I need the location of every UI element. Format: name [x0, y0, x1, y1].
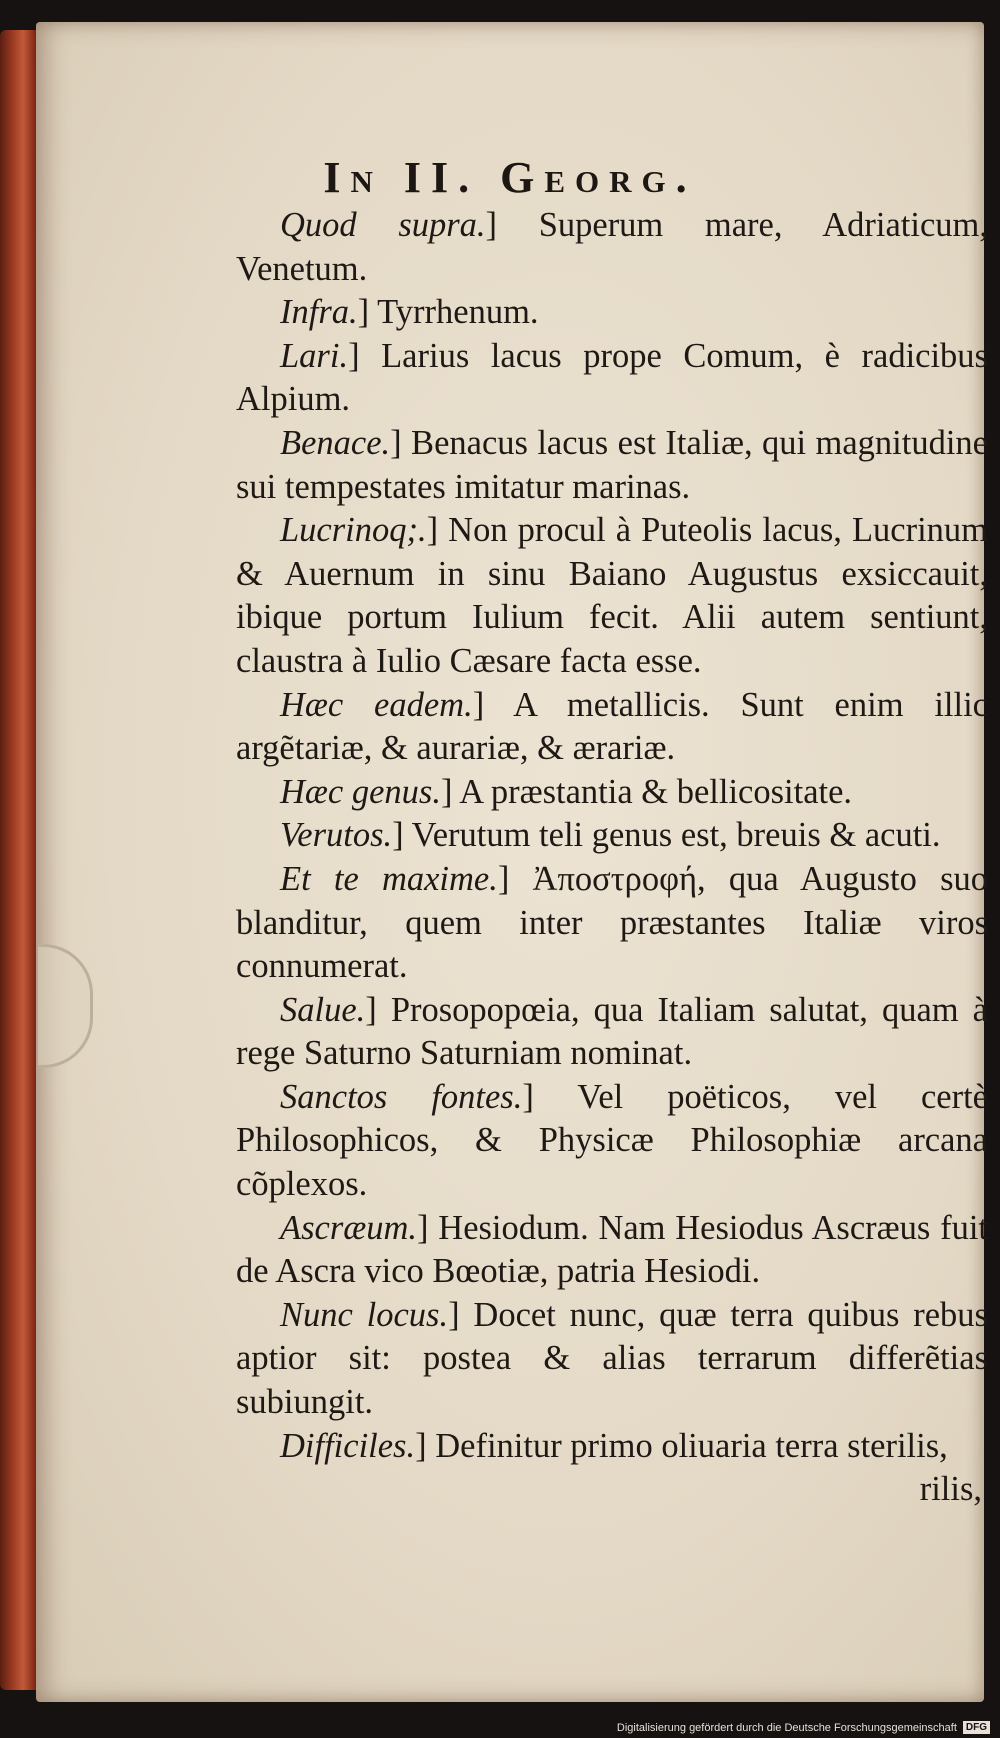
commentary-entry [236, 771, 988, 815]
commentary-text [236, 204, 988, 1512]
gloss: ] Definitur primo oliuaria terra sterilis, [415, 1426, 948, 1465]
commentary-entry [236, 1076, 988, 1207]
gloss: ] Docet nunc, quæ terra quibus rebus aptior sit: postea & alias terrarum differẽtias subiungit. [236, 1295, 988, 1422]
gloss: ] Vel poëticos, vel certè Philosophicos, & Physicæ Philosophiæ arcana cõplexos. [236, 1077, 988, 1204]
lemma: Et te maxime. [280, 859, 498, 898]
gloss: ] Ἀποστροφή, qua Augusto suo blanditur, quem inter præstantes Italiæ viros connumerat. [236, 859, 988, 986]
lemma: Ascræum. [280, 1208, 418, 1247]
book-page [36, 22, 988, 1702]
lemma: Verutos. [280, 816, 393, 855]
lemma: Quod supra. [280, 206, 486, 244]
commentary-entry [236, 1425, 988, 1469]
credit-text: Digitalisierung gefördert durch die Deutsche Forschungsgemeinschaft [616, 1721, 957, 1734]
lemma: Benace. [280, 423, 391, 462]
commentary-entry [236, 335, 988, 422]
commentary-entry [236, 989, 988, 1076]
lemma: Nunc locus. [280, 1295, 449, 1334]
gloss: ] Larius lacus prope Comum, è radicibus Alpium. [236, 336, 988, 419]
commentary-entry [236, 291, 988, 335]
gloss: ] Prosopopœia, qua Italiam salutat, quam à rege Saturno Saturniam nominat. [236, 990, 988, 1073]
lemma: Difficiles. [280, 1426, 416, 1465]
lemma: Lari. [280, 336, 349, 375]
dfg-logo-icon: DFG [963, 1721, 990, 1734]
gloss: ] A metallicis. Sunt enim illic argẽtariæ, & aurariæ, & ærariæ. [236, 685, 988, 768]
gloss: ] Tyrrhenum. [357, 293, 539, 332]
lemma: Lucrinoq;. [280, 511, 427, 550]
running-header: In II. Georg. [323, 153, 697, 202]
gloss: ] Hesiodum. Nam Hesiodus Ascræus fuit de Ascra vico Bœotiæ, patria Hesiodi. [236, 1208, 988, 1291]
lemma: Hæc genus. [280, 772, 441, 811]
lemma: Infra. [280, 293, 358, 332]
commentary-entry [236, 422, 988, 509]
commentary-entry [236, 1294, 988, 1425]
lemma: Hæc eadem. [280, 685, 473, 724]
gloss: ] Benacus lacus est Italiæ, qui magnitudine sui tempestates imitatur marinas. [236, 423, 988, 506]
gloss: ] Non procul à Puteolis lacus, Lucrinum & Auernum in sinu Baiano Augustus exsiccauit, ibique portum Iulium fecit. Alii autem sentiunt, claustra à Iulio Cæsare facta esse. [236, 511, 988, 680]
gloss: ] Superum mare, Adriaticum, Venetum. [236, 206, 988, 288]
gloss: ] A præstantia & bellicositate. [440, 772, 853, 811]
commentary-entry [236, 814, 988, 858]
commentary-entry [236, 858, 988, 989]
commentary-entry [236, 204, 988, 291]
commentary-entry [236, 509, 988, 683]
lemma: Salue. [280, 990, 366, 1029]
page-clip [38, 944, 93, 1068]
commentary-entry [236, 1207, 988, 1294]
digitization-credit [617, 1721, 990, 1734]
catchword: rilis, [919, 1470, 982, 1509]
gloss: ] Verutum teli genus est, breuis & acuti. [392, 816, 941, 855]
lemma: Sanctos fontes. [280, 1077, 523, 1116]
commentary-entry [236, 684, 988, 771]
